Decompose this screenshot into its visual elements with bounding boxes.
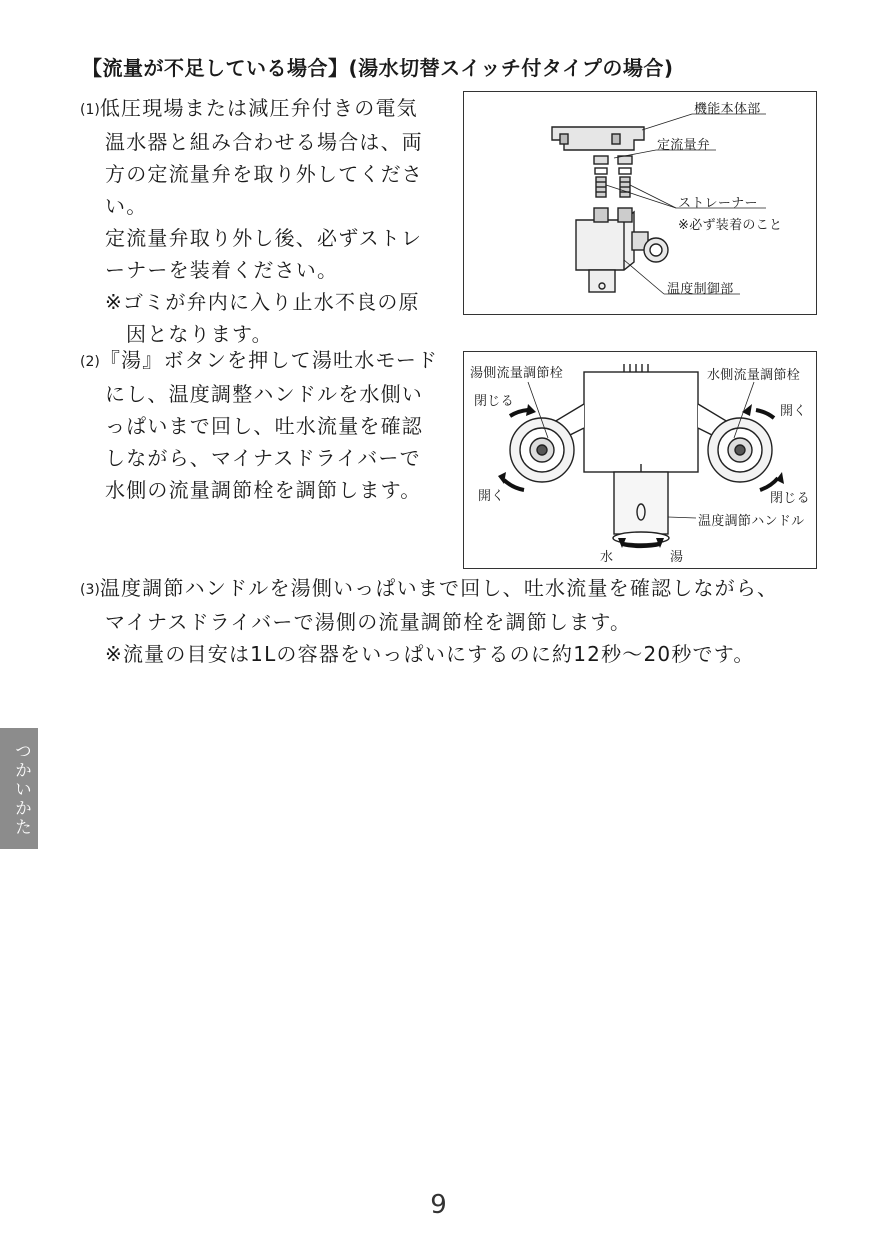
step-2-line: 水側の流量調節栓を調節します。 [105, 478, 422, 502]
side-tab-label: つかいかた [11, 742, 31, 837]
label-temperature-handle: 温度調節ハンドル [698, 514, 805, 529]
step-3-line: マイナスドライバーで湯側の流量調節栓を調節します。 [105, 610, 632, 634]
valve-removal-illustration [464, 92, 816, 314]
step-number: (2) [80, 354, 100, 370]
step-number: (3) [80, 582, 100, 598]
page-number: 9 [430, 1190, 447, 1220]
side-tab [0, 728, 38, 849]
flow-adjust-figure [463, 351, 817, 569]
label-cold-flow-valve: 水側流量調節栓 [707, 368, 801, 383]
step-2-line: しながら、マイナスドライバーで [105, 446, 421, 470]
step-2-line: っぱいまで回し、吐水流量を確認 [105, 414, 423, 438]
step-1-line: い。 [105, 194, 148, 218]
flow-adjust-illustration [464, 352, 816, 568]
label-body: 機能本体部 [694, 102, 761, 117]
step-1-note: ※ゴミが弁内に入り止水不良の原 [105, 290, 420, 314]
label-strainer-note: ※必ず装着のこと [678, 218, 783, 233]
step-2 [80, 344, 442, 506]
label-fixed-flow-valve: 定流量弁 [657, 138, 711, 153]
label-strainer: ストレーナー [678, 196, 758, 211]
label-hot: 湯 [670, 550, 684, 565]
label-hot-flow-valve: 湯側流量調節栓 [470, 366, 564, 381]
step-3-line: (3)温度調節ハンドルを湯側いっぱいまで回し、吐水流量を確認しながら、 [80, 576, 779, 600]
step-3 [80, 572, 840, 670]
label-open-left: 開く [478, 489, 505, 504]
label-close-left: 閉じる [474, 394, 514, 409]
step-2-line: (2)『湯』ボタンを押して湯吐水モード [80, 348, 439, 372]
step-1-line: ーナーを装着ください。 [105, 258, 339, 282]
label-control-section: 温度制御部 [667, 282, 734, 297]
step-1-line: 温水器と組み合わせる場合は、両 [105, 130, 423, 154]
step-1 [80, 92, 442, 350]
step-1-line: 方の定流量弁を取り外してくださ [105, 162, 423, 186]
label-close-right: 閉じる [770, 491, 810, 506]
step-1-line: 定流量弁取り外し後、必ずストレ [105, 226, 423, 250]
valve-removal-figure [463, 91, 817, 315]
step-number: (1) [80, 102, 100, 118]
step-1-line: (1)低圧現場または減圧弁付きの電気 [80, 96, 418, 120]
step-1-note: 因となります。 [126, 322, 273, 346]
label-cold: 水 [600, 550, 614, 565]
step-2-line: にし、温度調整ハンドルを水側い [105, 382, 423, 406]
section-heading: 【流量が不足している場合】(湯水切替スイッチ付タイプの場合) [82, 56, 674, 80]
step-3-note: ※流量の目安は1Lの容器をいっぱいにするのに約12秒～20秒です。 [105, 642, 755, 666]
label-open-right: 開く [780, 404, 807, 419]
